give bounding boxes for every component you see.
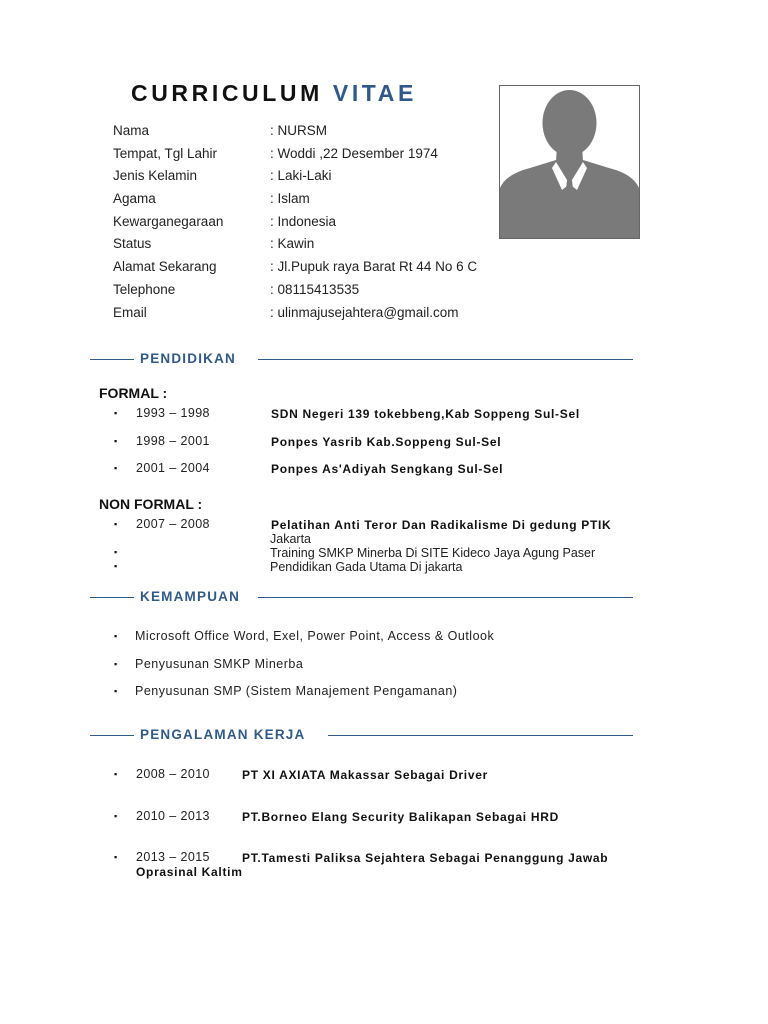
personal-row-religion <box>113 191 533 214</box>
personal-row-gender <box>113 168 533 191</box>
personal-label: Kewarganegaraan <box>113 213 224 229</box>
cv-title-part2: VITAE <box>332 80 417 106</box>
edu-desc: Pelatihan Anti Teror Dan Radikalisme Di gedung PTIK <box>271 518 612 532</box>
personal-row-telephone <box>113 282 533 305</box>
cv-title-part1: CURRICULUM <box>131 80 323 106</box>
personal-label: Tempat, Tgl Lahir <box>113 145 218 161</box>
skill-item: Penyusunan SMP (Sistem Manajement Pengamanan) <box>135 684 458 698</box>
bullet-icon: ▪ <box>114 436 118 446</box>
edu-years: 2001 – 2004 <box>136 461 210 475</box>
edu-years: 2007 – 2008 <box>136 517 210 531</box>
personal-value: : NURSM <box>270 123 327 138</box>
section-title: PENGALAMAN KERJA <box>140 727 306 742</box>
cv-title <box>131 80 417 107</box>
job-desc-cont: Oprasinal Kaltim <box>136 865 243 879</box>
divider <box>90 735 134 736</box>
personal-row-status <box>113 236 533 259</box>
bullet-icon: ▪ <box>114 631 118 641</box>
personal-label: Telephone <box>113 281 176 297</box>
divider <box>328 735 633 736</box>
personal-value: : Kawin <box>270 236 315 252</box>
personal-row-birth <box>113 146 533 169</box>
formal-label: FORMAL : <box>99 385 168 401</box>
personal-label: Status <box>113 236 152 252</box>
personal-value: : Jl.Pupuk raya Barat Rt 44 No 6 C <box>270 259 478 275</box>
bullet-icon: ▪ <box>114 547 118 557</box>
edu-desc: Training SMKP Minerba Di SITE Kideco Jaya Agung Paser <box>270 546 596 560</box>
job-desc: PT XI AXIATA Makassar Sebagai Driver <box>242 768 488 782</box>
bullet-icon: ▪ <box>114 408 118 418</box>
bullet-icon: ▪ <box>114 686 118 696</box>
skill-item: Penyusunan SMKP Minerba <box>135 657 304 671</box>
personal-label: Alamat Sekarang <box>113 259 217 275</box>
edu-desc: Pendidikan Gada Utama Di jakarta <box>270 560 463 574</box>
personal-row-email <box>113 305 533 328</box>
personal-row-nama <box>113 123 533 146</box>
edu-years: 1998 – 2001 <box>136 434 210 448</box>
job-years: 2008 – 2010 <box>136 767 210 781</box>
personal-label: Jenis Kelamin <box>113 168 198 184</box>
personal-value: : ulinmajusejahtera@gmail.com <box>270 304 459 320</box>
personal-value: : 08115413535 <box>270 281 360 297</box>
bullet-icon: ▪ <box>114 852 118 862</box>
nonformal-label: NON FORMAL : <box>99 496 203 512</box>
bullet-icon: ▪ <box>114 769 118 779</box>
section-title: PENDIDIKAN <box>140 351 237 366</box>
edu-years: 1993 – 1998 <box>136 406 210 420</box>
section-skills-header <box>90 589 633 605</box>
bullet-icon: ▪ <box>114 811 118 821</box>
job-years: 2013 – 2015 <box>136 850 210 864</box>
personal-row-nationality <box>113 214 533 237</box>
divider <box>258 597 633 598</box>
divider <box>258 359 633 360</box>
personal-value: : Indonesia <box>270 213 337 229</box>
personal-info <box>113 123 533 327</box>
job-desc: PT.Borneo Elang Security Balikapan Sebagai HRD <box>242 810 559 824</box>
edu-desc: SDN Negeri 139 tokebbeng,Kab Soppeng Sul-Sel <box>271 407 580 421</box>
section-experience-header <box>90 727 633 743</box>
personal-row-address <box>113 259 533 282</box>
job-years: 2010 – 2013 <box>136 809 210 823</box>
section-title: KEMAMPUAN <box>140 589 241 604</box>
personal-label: Agama <box>113 191 156 207</box>
personal-value: : Islam <box>270 191 310 207</box>
personal-value: : Laki-Laki <box>270 168 332 184</box>
divider <box>90 359 134 360</box>
edu-desc: Ponpes Yasrib Kab.Soppeng Sul-Sel <box>271 435 502 449</box>
bullet-icon: ▪ <box>114 659 118 669</box>
bullet-icon: ▪ <box>114 463 118 473</box>
personal-value: : Woddi ,22 Desember 1974 <box>270 145 438 161</box>
edu-desc: Ponpes As'Adiyah Sengkang Sul-Sel <box>271 462 504 476</box>
personal-label: Email <box>113 304 147 320</box>
skill-item: Microsoft Office Word, Exel, Power Point, Access & Outlook <box>135 629 495 643</box>
bullet-icon: ▪ <box>114 519 118 529</box>
section-education-header <box>90 351 633 367</box>
divider <box>90 597 134 598</box>
edu-desc-cont: Jakarta <box>270 532 311 546</box>
bullet-icon: ▪ <box>114 561 118 571</box>
personal-label: Nama <box>113 123 150 138</box>
job-desc: PT.Tamesti Paliksa Sejahtera Sebagai Penanggung Jawab <box>242 851 609 865</box>
